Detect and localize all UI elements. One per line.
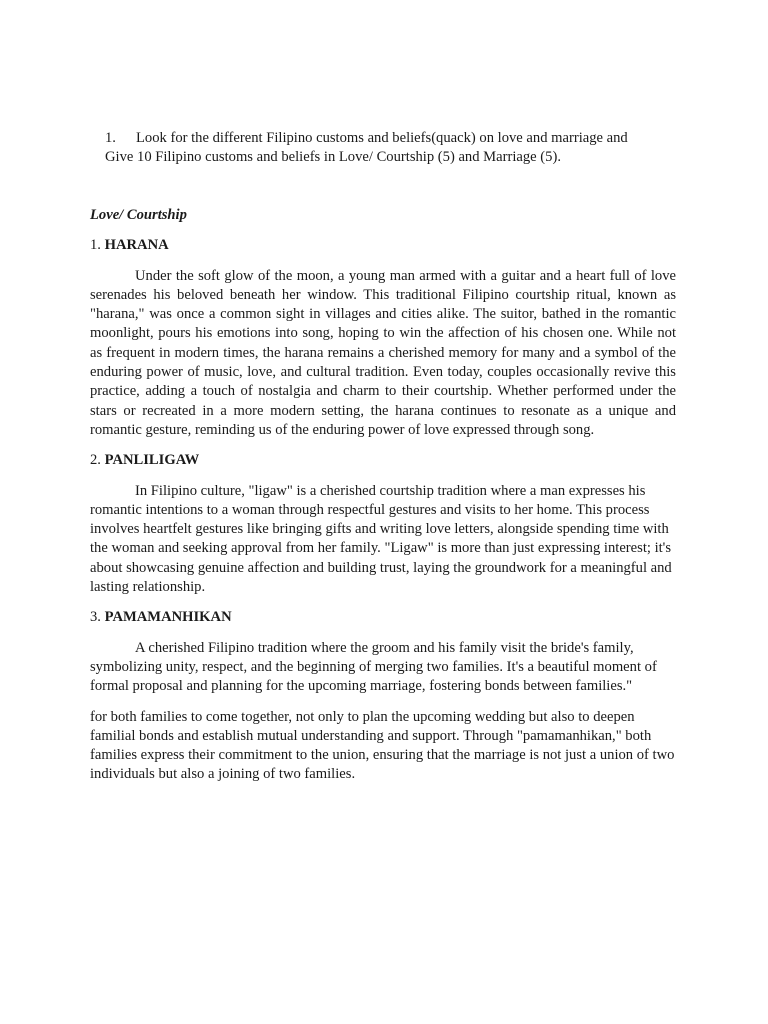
assignment-question bbox=[105, 129, 695, 168]
paragraph-pamamanhikan-2: for both families to come together, not only to plan the upcoming wedding but also to deepen familial bonds and establish mutual understanding and support. Through "pamamanhikan," both families express their commitment to the union, ensuring that the marriage is not just a union of two individuals but also a joining of two families. bbox=[90, 708, 675, 783]
item-number: 3. bbox=[90, 609, 101, 626]
item-title: PANLILIGAW bbox=[104, 452, 200, 469]
item-heading-panliligaw bbox=[90, 451, 676, 470]
paragraph-harana: Under the soft glow of the moon, a young man armed with a guitar and a heart full of love serenades his beloved beneath her window. This traditional Filipino courtship ritual, known as "harana," was once a common sight in villages and cities alike. The suitor, bathed in the romantic moonlight, pours his emotions into song, hoping to win the affection of his chosen one. While not as frequent in modern times, the harana remains a cherished memory for many and a symbol of the enduring power of music, love, and cultural tradition. Even today, couples occasionally revive this practice, adding a touch of nostalgia and charm to their courtship. Whether performed under the stars or recreated in a more modern setting, the harana continues to resonate as a unique and romantic gesture, reminding us of the enduring power of love expressed through song. bbox=[90, 267, 676, 438]
item-heading-harana bbox=[90, 236, 676, 255]
question-text-line-2: Give 10 Filipino customs and beliefs in Love/ Courtship (5) and Marriage (5). bbox=[105, 149, 561, 166]
paragraph-pamamanhikan-1: A cherished Filipino tradition where the groom and his family visit the bride's family, symbolizing unity, respect, and the beginning of merging two families. It's a beautiful moment of formal proposal and planning for the upcoming marriage, fostering bonds between families." bbox=[90, 639, 657, 695]
paragraph-panliligaw: In Filipino culture, "ligaw" is a cherished courtship tradition where a man expresses his romantic intentions to a woman through respectful gestures and visits to her home. This process involves heartfelt gestures like bringing gifts and writing love letters, alongside spending time with the woman and seeking approval from her family. "Ligaw" is more than just expressing interest; it's about showcasing genuine affection and building trust, laying the groundwork for a meaningful and lasting relationship. bbox=[90, 482, 672, 596]
question-number: 1. bbox=[105, 130, 116, 146]
question-text-line-1: Look for the different Filipino customs and beliefs(quack) on love and marriage and bbox=[136, 130, 628, 146]
section-heading: Love/ Courtship bbox=[90, 207, 187, 223]
item-heading-pamamanhikan bbox=[90, 608, 676, 627]
question-line-1 bbox=[105, 129, 695, 148]
document-body bbox=[90, 206, 676, 796]
item-title: HARANA bbox=[104, 237, 169, 254]
item-title: PAMAMANHIKAN bbox=[104, 609, 232, 626]
item-number: 1. bbox=[90, 237, 101, 254]
item-number: 2. bbox=[90, 452, 101, 469]
